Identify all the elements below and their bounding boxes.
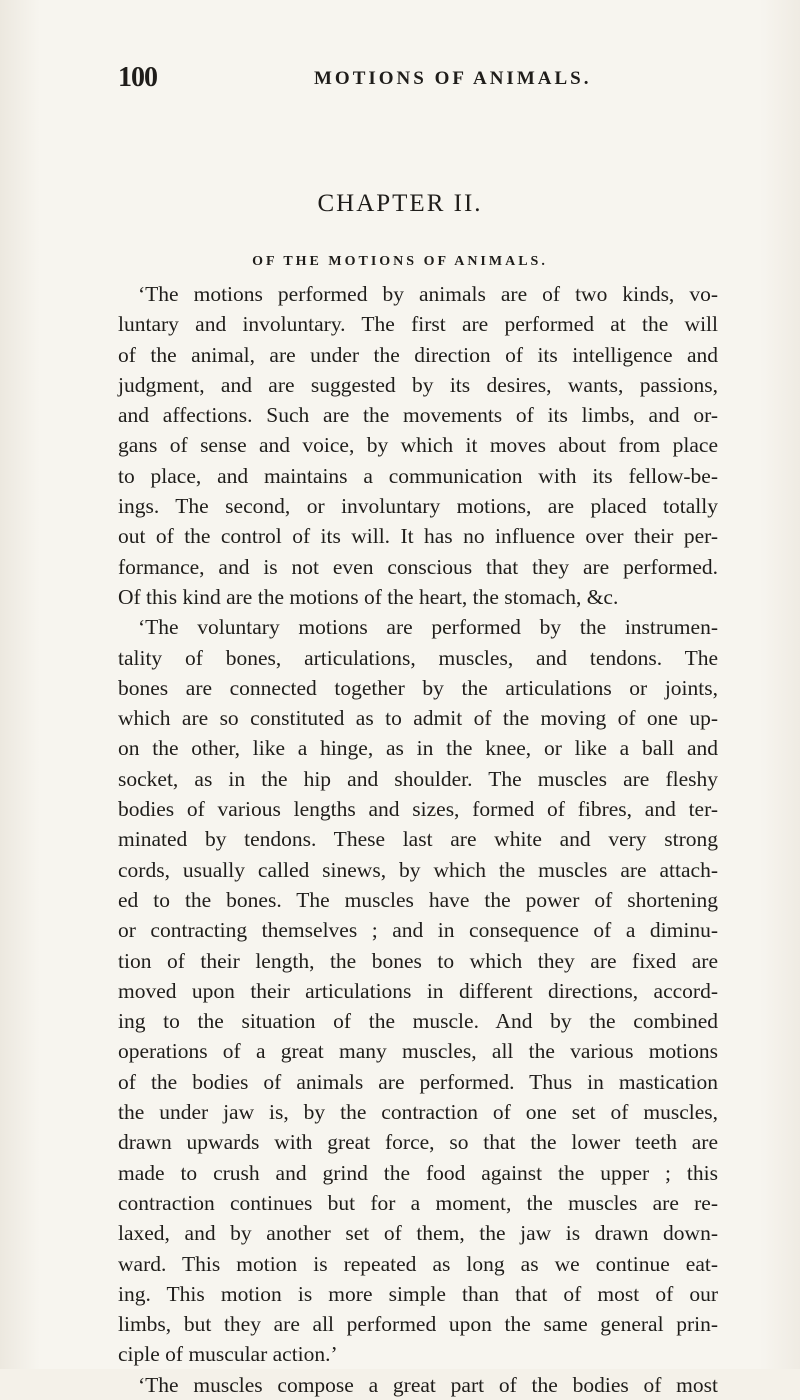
text-line: socket, as in the hip and shoulder. The muscles are fleshy xyxy=(118,766,718,791)
text-line: of the animal, are under the direction of its intelligence and xyxy=(118,342,718,367)
text-line: or contracting themselves ; and in consequence of a diminu- xyxy=(118,918,718,943)
text-line: of the bodies of animals are performed. Thus in mastication xyxy=(118,1069,718,1094)
text-line: on the other, like a hinge, as in the knee, or like a ball and xyxy=(118,736,718,761)
text-line: the under jaw is, by the contraction of one set of muscles, xyxy=(118,1100,718,1125)
text-line: ings. The second, or involuntary motions, are placed totally xyxy=(118,494,718,519)
text-line: to place, and maintains a communication with its fellow-be- xyxy=(118,463,718,488)
text-line: moved upon their articulations in different directions, accord- xyxy=(118,978,718,1003)
text-line: ‘The motions performed by animals are of two kinds, vo- xyxy=(138,282,718,306)
text-line: tality of bones, articulations, muscles, and tendons. The xyxy=(118,645,718,670)
text-line: out of the control of its will. It has no influence over their per- xyxy=(118,524,718,549)
text-line: formance, and is not even conscious that they are performed. xyxy=(118,554,718,579)
text-line: gans of sense and voice, by which it moves about from place xyxy=(118,433,718,458)
text-line: ed to the bones. The muscles have the power of shortening xyxy=(118,887,718,912)
running-head: MOTIONS OF ANIMALS. xyxy=(314,68,592,89)
text-line: which are so constituted as to admit of the moving of one up- xyxy=(118,706,718,731)
text-line: tion of their length, the bones to which they are fixed are xyxy=(118,948,718,973)
text-line: bones are connected together by the articulations or joints, xyxy=(118,675,718,700)
text-line: limbs, but they are all performed upon the same general prin- xyxy=(118,1312,718,1337)
body-text xyxy=(118,279,718,1400)
text-line: ciple of muscular action.’ xyxy=(118,1342,338,1367)
text-line: ing. This motion is more simple than that of most of our xyxy=(118,1281,718,1306)
text-line: drawn upwards with great force, so that the lower teeth are xyxy=(118,1130,718,1155)
text-line: judgment, and are suggested by its desires, wants, passions, xyxy=(118,372,718,397)
text-line: luntary and involuntary. The first are performed at the will xyxy=(118,312,718,337)
text-line: ward. This motion is repeated as long as we continue eat- xyxy=(118,1251,718,1276)
page-header xyxy=(118,62,718,102)
text-line: bodies of various lengths and sizes, formed of fibres, and ter- xyxy=(118,797,718,822)
text-line: ‘The voluntary motions are performed by the instrumen- xyxy=(138,615,718,640)
page-number: 100 xyxy=(118,62,157,93)
section-title: OF THE MOTIONS OF ANIMALS. xyxy=(252,254,548,269)
chapter-title: CHAPTER II. xyxy=(317,190,483,217)
text-line: operations of a great many muscles, all the various motions xyxy=(118,1039,718,1064)
text-line: ing to the situation of the muscle. And by the combined xyxy=(118,1009,718,1034)
text-line: ‘The muscles compose a great part of the bodies of most xyxy=(138,1372,718,1397)
text-line: cords, usually called sinews, by which the muscles are attach- xyxy=(118,857,718,882)
text-line: laxed, and by another set of them, the jaw is drawn down- xyxy=(118,1221,718,1246)
text-line: contraction continues but for a moment, the muscles are re- xyxy=(118,1190,718,1215)
text-line: Of this kind are the motions of the heart, the stomach, &c. xyxy=(118,584,619,609)
text-line: and affections. Such are the movements of its limbs, and or- xyxy=(118,403,718,428)
text-line: minated by tendons. These last are white and very strong xyxy=(118,827,718,852)
text-line: made to crush and grind the food against the upper ; this xyxy=(118,1160,718,1185)
